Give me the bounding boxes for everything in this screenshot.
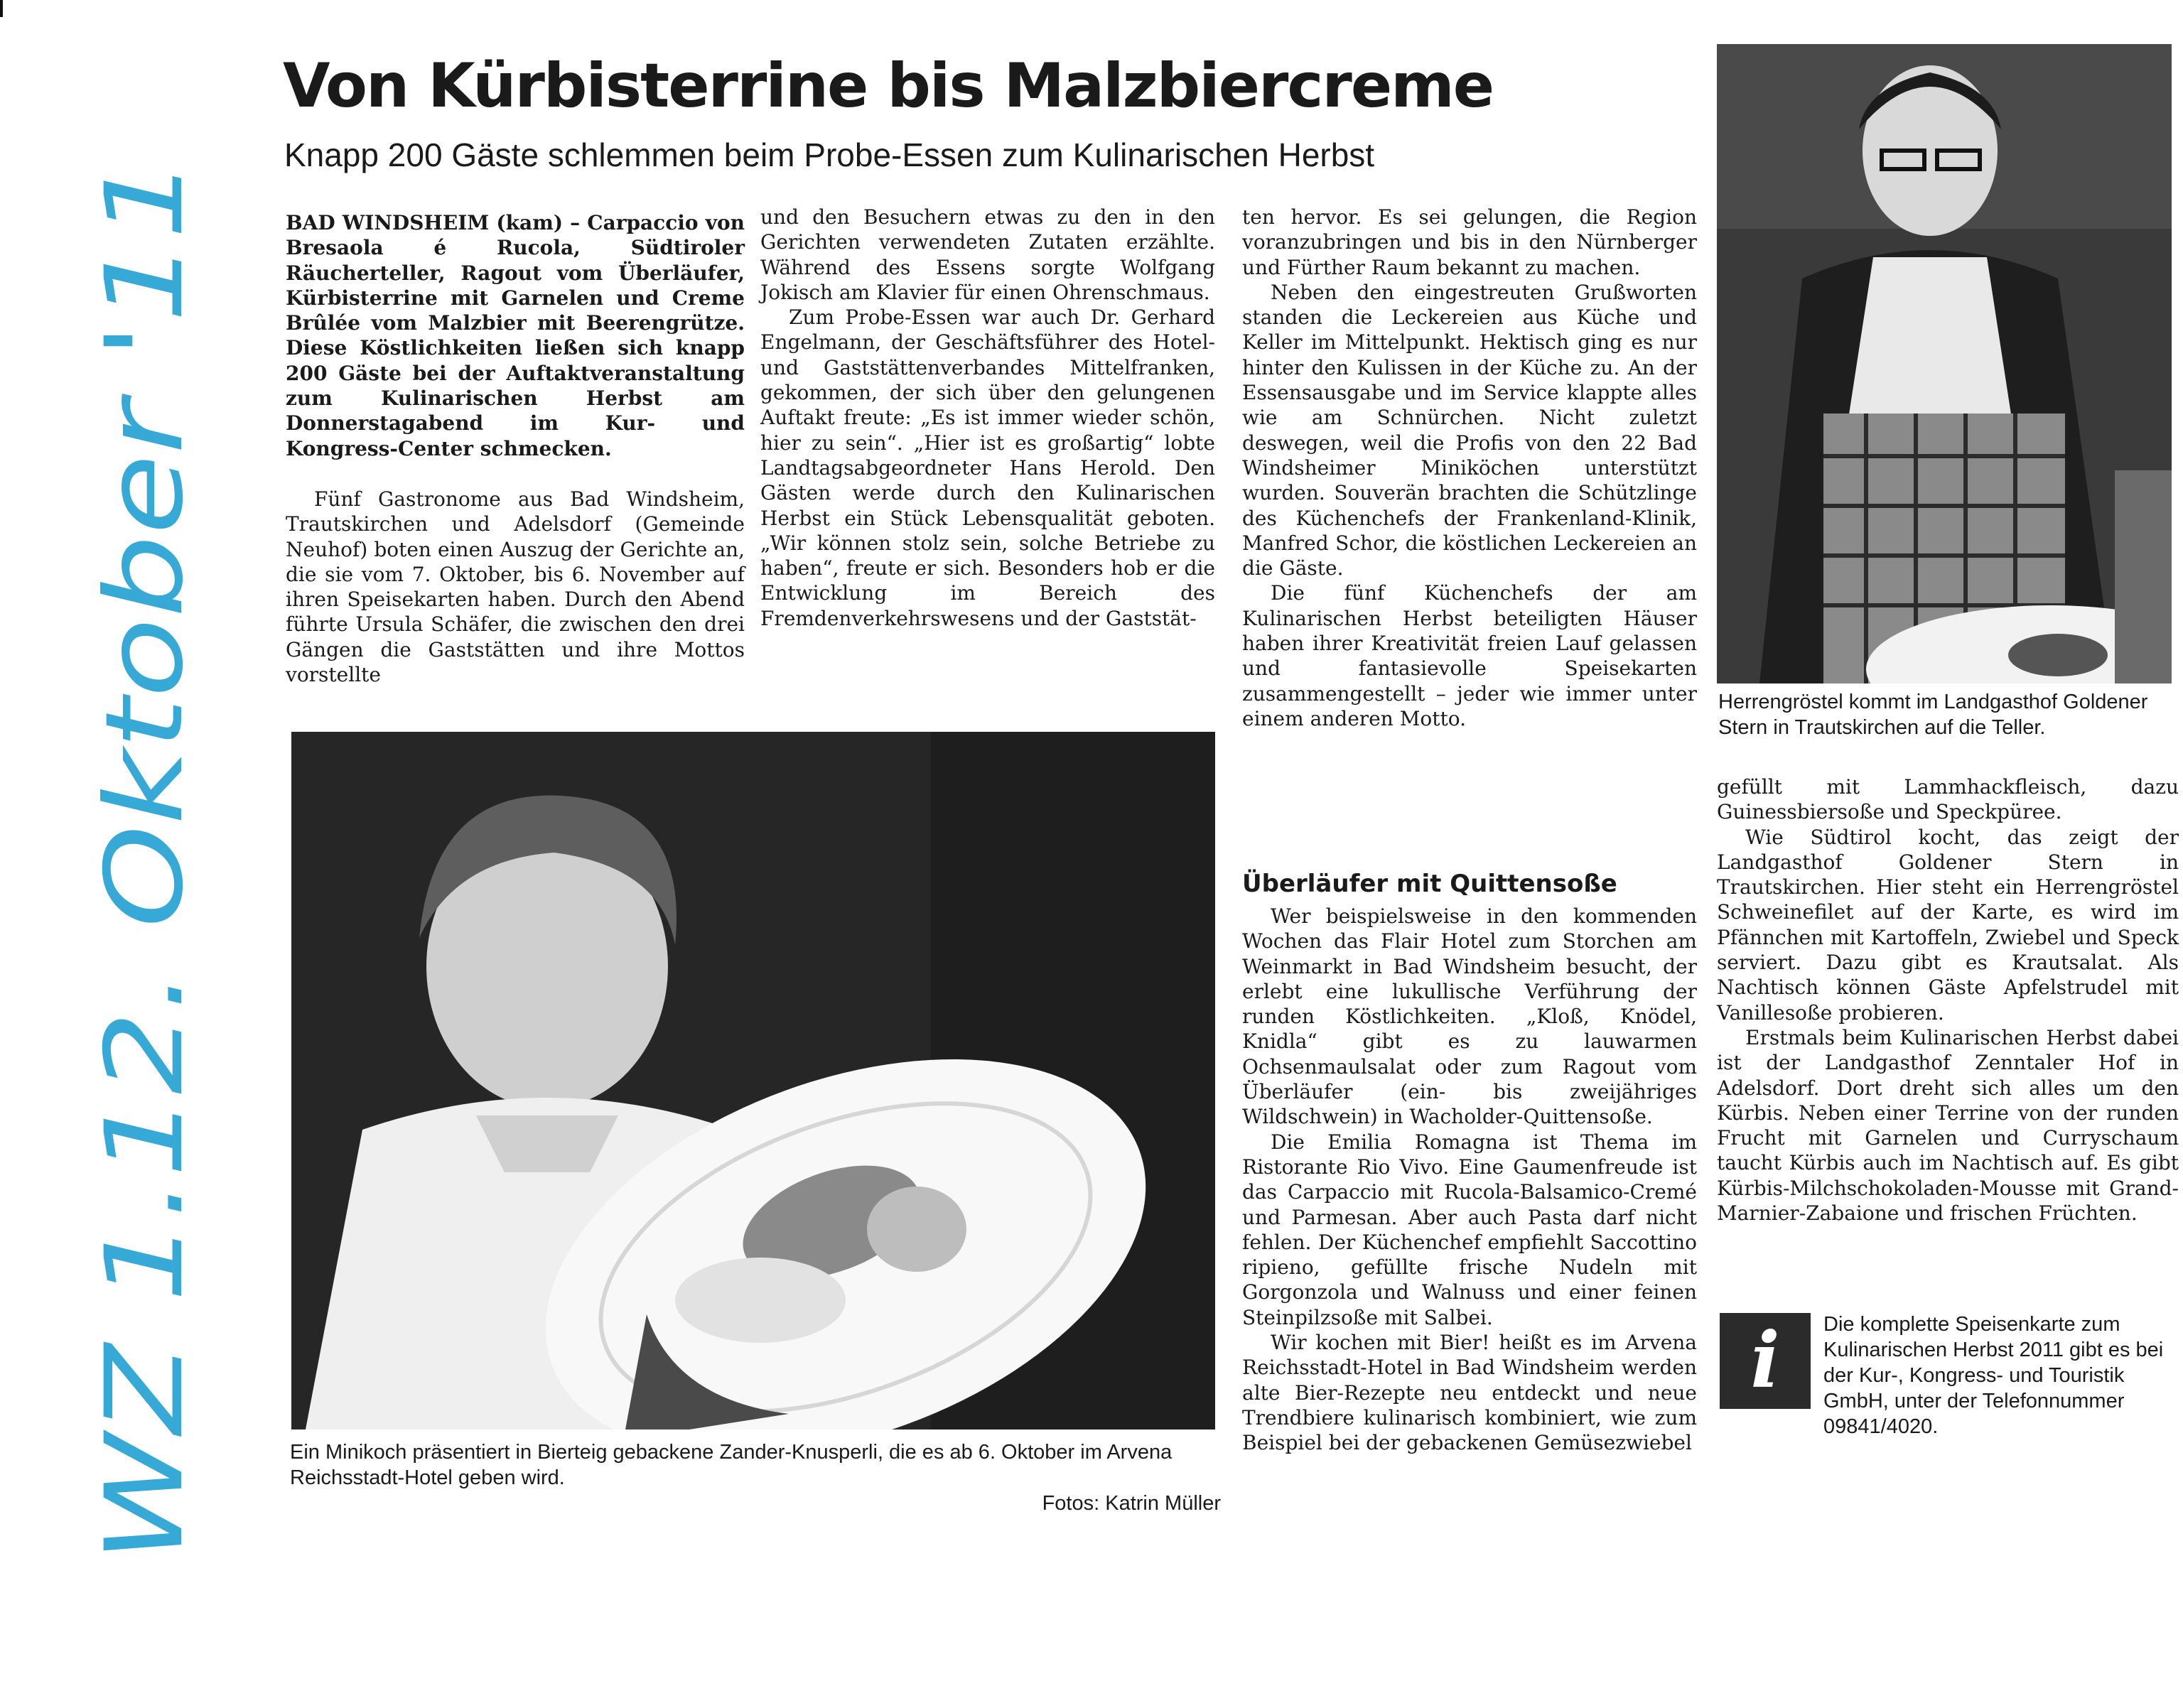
- photo-minikoch-with-plate: [291, 732, 1215, 1429]
- photo-waitress-illustration: [1717, 44, 2172, 683]
- article-paragraph: Die Emilia Romagna ist Thema im Ristorante Rio Vivo. Eine Gaumenfreude ist das Carpaccio mit Rucola-Balsamico-Cremé und Parmesan. Aber auch Pasta darf nicht fehlen. Der Küchenchef empfiehlt Saccottino ripieno, gefüllte frische Nudeln mit Gorgonzola und Walnuss und einer feinen Steinpilzsoße mit Salbei.: [1242, 1130, 1697, 1329]
- caption-text: Ein Minikoch präsentiert in Bierteig gebackene Zander-Knusperli, die es ab 6. Oktober im Arvena Reichsstadt-Hotel geben wird.: [290, 1441, 1173, 1489]
- headline: Von Kürbisterrine bis Malzbiercreme: [283, 50, 1494, 121]
- handwritten-date-note: [50, 128, 213, 1577]
- subheadline: Knapp 200 Gäste schlemmen beim Probe-Essen zum Kulinarischen Herbst: [284, 136, 1375, 173]
- article-paragraph: Fünf Gastronome aus Bad Windsheim, Trautskirchen und Adelsdorf (Gemeinde Neuhof) boten einen Auszug der Gerichte an, die sie vom 7. Oktober, bis 6. November auf ihren Speisekarten haben. Durch den Abend führte Ursula Schäfer, die zwischen den drei Gängen die Gaststätten und ihre Mottos vorstellte: [286, 487, 745, 687]
- article-paragraph: Neben den eingestreuten Grußworten standen die Leckereien aus Küche und Keller im Mittelpunkt. Hektisch ging es nur hinter den Kulissen in der Küche zu. An der Essensausgabe und im Service klappte alles wie am Schnürchen. Nicht zuletzt deswegen, weil die Profis von den 22 Bad Windsheimer Miniköchen unterstützt wurden. Souverän brachten die Schützlinge des Küchenchefs der Frankenland-Klinik, Manfred Schor, die köstlichen Leckereien an die Gäste.: [1242, 280, 1697, 580]
- info-icon: i: [1720, 1313, 1811, 1409]
- article-column-4: [1717, 774, 2179, 1226]
- photo-waitress-with-plate: [1717, 44, 2172, 683]
- article-column-3: [1242, 205, 1697, 731]
- article-column-1: [286, 210, 745, 687]
- scan-mark: [0, 0, 3, 17]
- article-paragraph: und den Besuchern etwas zu den in den Gerichten verwendeten Zutaten erzählte. Während des Essens sorgte Wolfgang Jokisch am Klavier für einen Ohrenschmaus.: [760, 205, 1215, 304]
- article-paragraph: Zum Probe-Essen war auch Dr. Gerhard Engelmann, der Geschäftsführer des Hotel- und Gaststättenverbandes Mittelfranken, gekommen, der sich über den gelungenen Auftakt freute: „Es ist immer wieder schön, hier zu sein“. „Hier ist es großartig“ lobte Landtagsabgeordneter Hans Herold. Den Gästen werde durch den Kulinarischen Herbst ein Stück Lebensqualität geboten. „Wir können stolz sein, solche Betriebe zu haben“, freute er sich. Besonders hob er die Entwicklung im Bereich des Fremdenverkehrswesens und der Gaststät-: [760, 306, 1215, 630]
- handwritten-note-text: WZ 1.12. Oktober '11: [83, 417, 207, 1563]
- article-column-2: [760, 205, 1215, 631]
- photo-caption-waitress: Herrengröstel kommt im Landgasthof Goldener Stern in Trautskirchen auf die Teller.: [1718, 691, 2148, 739]
- article-column-3-continued: [1242, 863, 1697, 1456]
- article-paragraph: ten hervor. Es sei gelungen, die Region voranzubringen und bis in den Nürnberger und Fürther Raum bekannt zu machen.: [1242, 205, 1697, 279]
- article-paragraph: Wer beispielsweise in den kommenden Wochen das Flair Hotel zum Storchen am Weinmarkt in Bad Windsheim besucht, der erlebt eine lukullische Verführung der runden Köstlichkeiten. „Kloß, Knödel, Knidla“ gibt es zu lauwarmen Ochsenmaulsalat oder zum Ragout vom Überläufer (ein- bis zweijähriges Wildschwein) in Wacholder-Quittensoße.: [1242, 904, 1697, 1129]
- article-paragraph: Wir kochen mit Bier! heißt es im Arvena Reichsstadt-Hotel in Bad Windsheim werden alte Bier-Rezepte neu entdeckt und neue Trendbiere kulinarisch kombiniert, wie zum Beispiel bei der gebackenen Gemüsezwiebel: [1242, 1331, 1697, 1455]
- article-paragraph: Erstmals beim Kulinarischen Herbst dabei ist der Landgasthof Zenntaler Hof in Adelsdorf. Dort dreht sich alles um den Kürbis. Neben einer Terrine von der runden Frucht mit Garnelen und Curryschaum taucht Kürbis auch im Nachtisch auf. Es gibt Kürbis-Milchschokoladen-Mousse mit Grand-Marnier-Zabaione und frischen Früchten.: [1717, 1025, 2179, 1226]
- article-paragraph: gefüllt mit Lammhackfleisch, dazu Guinessbiersoße und Speckpüree.: [1717, 775, 2179, 824]
- section-subheading: Überläufer mit Quittensoße: [1242, 870, 1617, 898]
- photo-caption-minikoch: [290, 1439, 1221, 1516]
- photo-minikoch-illustration: [291, 732, 1215, 1429]
- article-paragraph: Die fünf Küchenchefs der am Kulinarischen Herbst beteiligten Häuser haben ihrer Kreativität freien Lauf gelassen und fantasievolle Speisekarten zusammengestellt – jeder wie immer unter einem anderen Motto.: [1242, 581, 1697, 730]
- article-lead: BAD WINDSHEIM (kam) – Carpaccio von Bresaola é Rucola, Südtiroler Räucherteller, Ragout vom Überläufer, Kürbisterrine mit Garnelen und Creme Brûlée vom Malzbier mit Beerengrütze. Diese Köstlichkeiten ließen sich knapp 200 Gäste bei der Auftaktveranstaltung zum Kulinarischen Herbst am Donnerstagabend im Kur- und Kongress-Center schmecken.: [286, 211, 745, 460]
- article-paragraph: Wie Südtirol kocht, das zeigt der Landgasthof Goldener Stern in Trautskirchen. Hier steht ein Herrengröstel Schweinefilet auf der Karte, es wird im Pfännchen mit Kartoffeln, Zwiebel und Speck serviert. Dazu gibt es Krautsalat. Als Nachtisch können Gäste Apfelstrudel mit Vanillesoße probieren.: [1717, 825, 2179, 1025]
- photo-credit: Fotos: Katrin Müller: [1042, 1492, 1221, 1515]
- info-box-text: Die komplette Speisenkarte zum Kulinarischen Herbst 2011 gibt es bei der Kur-, Kongress- und Touristik GmbH, unter der Telefonnummer 09841/4020.: [1823, 1313, 2164, 1438]
